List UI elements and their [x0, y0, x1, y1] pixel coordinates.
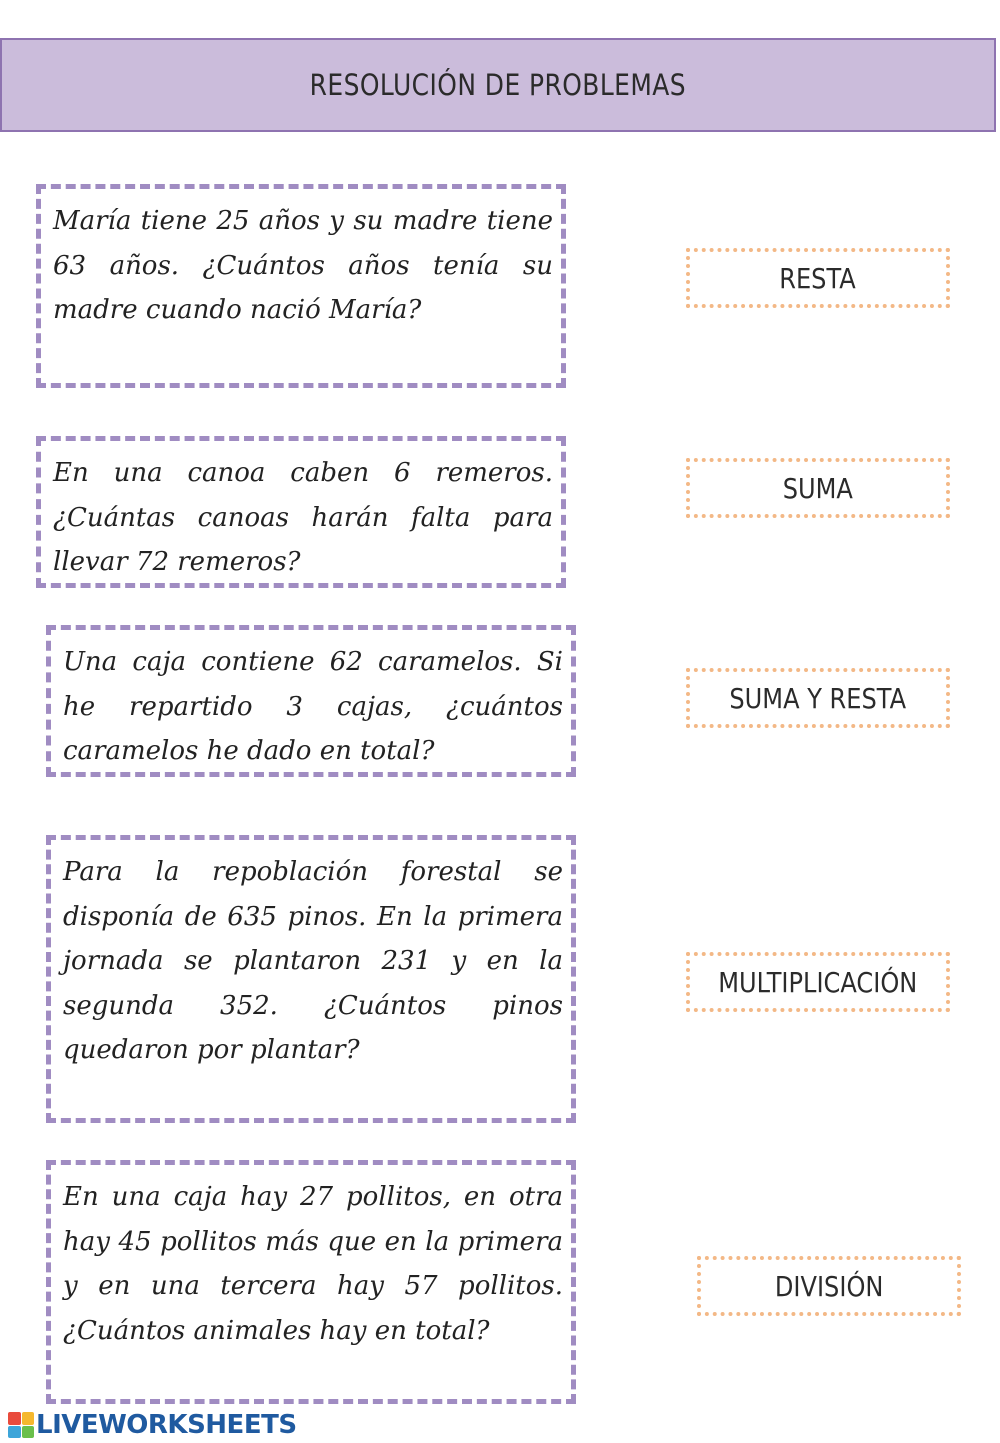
brand-name: LIVEWORKSHEETS	[36, 1410, 297, 1440]
answer-box-multiplicacion[interactable]	[686, 952, 950, 1012]
problem-card-5[interactable]: En una caja hay 27 pollitos, en otra hay 45 pollitos más que en la primera y en una tercera hay 57 pollitos. ¿Cuántos animales hay en total?	[46, 1160, 576, 1404]
problem-card-1[interactable]: María tiene 25 años y su madre tiene 63 años. ¿Cuántos años tenía su madre cuando nació María?	[36, 184, 566, 388]
liveworksheets-logo-icon	[8, 1412, 34, 1438]
header-banner	[0, 38, 996, 132]
answer-label: SUMA Y RESTA	[729, 681, 907, 715]
answer-box-division[interactable]	[697, 1256, 961, 1316]
problem-card-4[interactable]: Para la repoblación forestal se disponía de 635 pinos. En la primera jornada se plantaron 231 y en la segunda 352. ¿Cuántos pinos quedaron por plantar?	[46, 835, 576, 1123]
answer-box-resta[interactable]	[686, 248, 950, 308]
answer-box-suma[interactable]	[686, 458, 950, 518]
answer-label: SUMA	[782, 471, 854, 505]
answer-label: DIVISIÓN	[774, 1269, 884, 1303]
problem-card-2[interactable]: En una canoa caben 6 remeros. ¿Cuántas canoas harán falta para llevar 72 remeros?	[36, 436, 566, 588]
answer-box-suma-y-resta[interactable]	[686, 668, 950, 728]
answer-label: RESTA	[779, 261, 857, 295]
brand-footer	[8, 1409, 297, 1441]
answer-label: MULTIPLICACIÓN	[718, 965, 918, 999]
page-title: RESOLUCIÓN DE PROBLEMAS	[309, 68, 687, 102]
problem-card-3[interactable]: Una caja contiene 62 caramelos. Si he repartido 3 cajas, ¿cuántos caramelos he dado en total?	[46, 625, 576, 777]
